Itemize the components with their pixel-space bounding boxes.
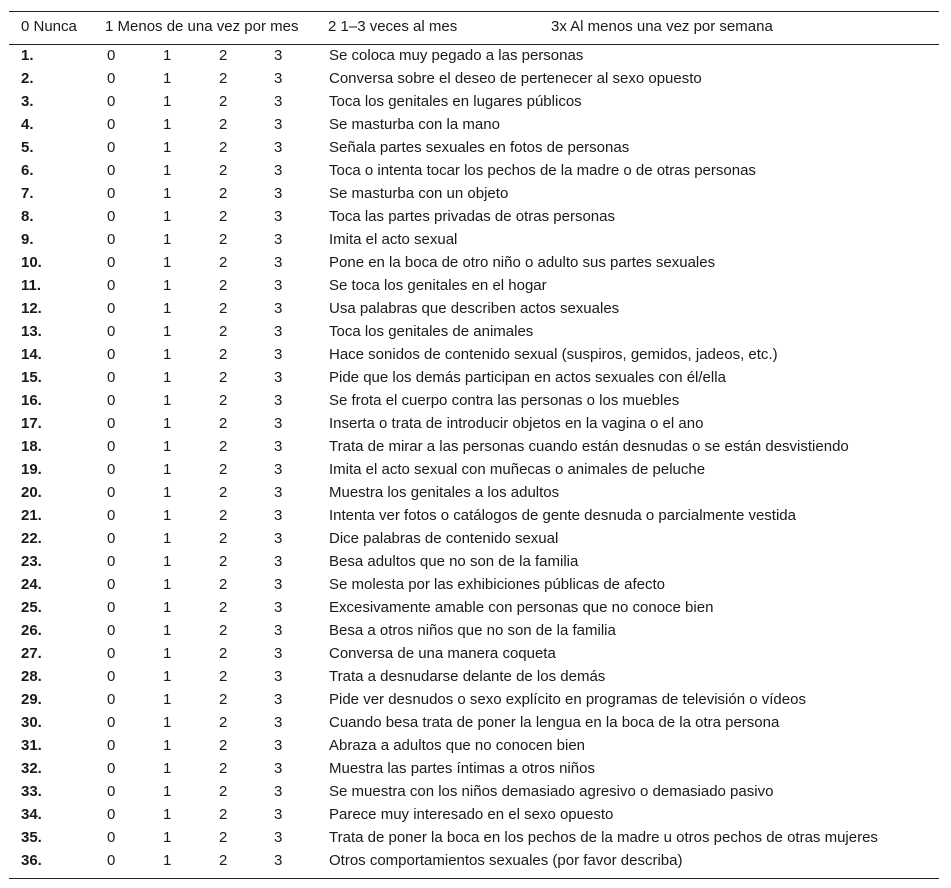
scale-option-3: 3: [274, 346, 283, 363]
item-description: Excesivamente amable con personas que no conoce bien: [329, 599, 714, 616]
table-row: [9, 183, 939, 206]
scale-option-0: 0: [107, 668, 116, 685]
item-description: Conversa de una manera coqueta: [329, 645, 556, 662]
item-number: 23.: [21, 553, 42, 570]
scale-option-3: 3: [274, 714, 283, 731]
scale-option-2: 2: [219, 691, 228, 708]
scale-option-1: 1: [163, 852, 172, 869]
table-row: [9, 735, 939, 758]
table-header: [9, 12, 939, 45]
scale-option-3: 3: [274, 415, 283, 432]
table-row: [9, 597, 939, 620]
scale-option-0: 0: [107, 599, 116, 616]
table-row: [9, 298, 939, 321]
table-row: [9, 321, 939, 344]
table-row: [9, 781, 939, 804]
table-row: [9, 758, 939, 781]
scale-option-3: 3: [274, 852, 283, 869]
table-row: [9, 68, 939, 91]
scale-option-3: 3: [274, 323, 283, 340]
scale-option-3: 3: [274, 162, 283, 179]
item-description: Abraza a adultos que no conocen bien: [329, 737, 586, 754]
table-row: [9, 804, 939, 827]
item-number: 12.: [21, 300, 42, 317]
item-number: 30.: [21, 714, 42, 731]
scale-option-0: 0: [107, 369, 116, 386]
item-number: 7.: [21, 185, 34, 202]
scale-option-0: 0: [107, 645, 116, 662]
scale-option-2: 2: [219, 553, 228, 570]
scale-option-2: 2: [219, 300, 228, 317]
scale-option-1: 1: [163, 185, 172, 202]
table-row: [9, 45, 939, 68]
item-description: Toca los genitales de animales: [329, 323, 534, 340]
scale-option-1: 1: [163, 392, 172, 409]
scale-option-2: 2: [219, 829, 228, 846]
scale-option-0: 0: [107, 760, 116, 777]
scale-option-3: 3: [274, 392, 283, 409]
table-row: [9, 505, 939, 528]
item-number: 28.: [21, 668, 42, 685]
item-description: Se frota el cuerpo contra las personas o los muebles: [329, 392, 680, 409]
scale-option-2: 2: [219, 254, 228, 271]
scale-option-1: 1: [163, 47, 172, 64]
scale-option-3: 3: [274, 553, 283, 570]
scale-option-2: 2: [219, 116, 228, 133]
scale-option-3: 3: [274, 760, 283, 777]
scale-option-2: 2: [219, 760, 228, 777]
table-row: [9, 275, 939, 298]
table-row: [9, 712, 939, 735]
scale-option-0: 0: [107, 185, 116, 202]
scale-option-2: 2: [219, 806, 228, 823]
item-description: Trata a desnudarse delante de los demás: [329, 668, 606, 685]
item-description: Besa a otros niños que no son de la familia: [329, 622, 616, 639]
scale-option-0: 0: [107, 507, 116, 524]
scale-option-2: 2: [219, 737, 228, 754]
scale-option-2: 2: [219, 852, 228, 869]
item-description: Usa palabras que describen actos sexuales: [329, 300, 620, 317]
scale-option-1: 1: [163, 622, 172, 639]
table-row: [9, 91, 939, 114]
scale-option-1: 1: [163, 415, 172, 432]
item-description: Toca las partes privadas de otras personas: [329, 208, 615, 225]
scale-option-2: 2: [219, 461, 228, 478]
scale-option-1: 1: [163, 484, 172, 501]
item-description: Se masturba con un objeto: [329, 185, 509, 202]
item-number: 6.: [21, 162, 34, 179]
item-description: Otros comportamientos sexuales (por favor describa): [329, 852, 683, 869]
questionnaire-table: [9, 11, 939, 879]
scale-option-2: 2: [219, 93, 228, 110]
scale-option-1: 1: [163, 507, 172, 524]
scale-option-0: 0: [107, 576, 116, 593]
scale-option-3: 3: [274, 691, 283, 708]
item-number: 8.: [21, 208, 34, 225]
item-number: 3.: [21, 93, 34, 110]
item-number: 15.: [21, 369, 42, 386]
table-body: [9, 45, 939, 873]
scale-option-1: 1: [163, 254, 172, 271]
scale-option-3: 3: [274, 806, 283, 823]
scale-option-2: 2: [219, 70, 228, 87]
table-row: [9, 482, 939, 505]
table-row: [9, 390, 939, 413]
table-row: [9, 574, 939, 597]
item-number: 27.: [21, 645, 42, 662]
scale-option-1: 1: [163, 346, 172, 363]
scale-option-2: 2: [219, 484, 228, 501]
item-number: 32.: [21, 760, 42, 777]
item-description: Se muestra con los niños demasiado agresivo o demasiado pasivo: [329, 783, 774, 800]
table-row: [9, 620, 939, 643]
item-number: 34.: [21, 806, 42, 823]
scale-option-3: 3: [274, 116, 283, 133]
scale-option-3: 3: [274, 507, 283, 524]
scale-option-0: 0: [107, 93, 116, 110]
table-row: [9, 344, 939, 367]
scale-option-3: 3: [274, 300, 283, 317]
scale-option-2: 2: [219, 622, 228, 639]
item-description: Se coloca muy pegado a las personas: [329, 47, 584, 64]
scale-option-3: 3: [274, 438, 283, 455]
item-number: 20.: [21, 484, 42, 501]
table-row: [9, 436, 939, 459]
scale-option-0: 0: [107, 323, 116, 340]
item-number: 10.: [21, 254, 42, 271]
table-row: [9, 528, 939, 551]
scale-option-1: 1: [163, 461, 172, 478]
item-number: 19.: [21, 461, 42, 478]
scale-option-1: 1: [163, 116, 172, 133]
item-number: 13.: [21, 323, 42, 340]
scale-option-1: 1: [163, 599, 172, 616]
scale-option-0: 0: [107, 691, 116, 708]
item-description: Imita el acto sexual con muñecas o animales de peluche: [329, 461, 706, 478]
scale-option-2: 2: [219, 783, 228, 800]
scale-option-2: 2: [219, 576, 228, 593]
scale-option-0: 0: [107, 392, 116, 409]
scale-option-2: 2: [219, 208, 228, 225]
scale-option-2: 2: [219, 507, 228, 524]
item-number: 18.: [21, 438, 42, 455]
scale-option-3: 3: [274, 231, 283, 248]
item-description: Pide ver desnudos o sexo explícito en programas de televisión o vídeos: [329, 691, 806, 708]
item-number: 35.: [21, 829, 42, 846]
item-number: 29.: [21, 691, 42, 708]
scale-option-0: 0: [107, 70, 116, 87]
item-description: Muestra los genitales a los adultos: [329, 484, 560, 501]
table-row: [9, 252, 939, 275]
scale-option-2: 2: [219, 162, 228, 179]
scale-option-0: 0: [107, 162, 116, 179]
scale-option-0: 0: [107, 139, 116, 156]
item-description: Señala partes sexuales en fotos de personas: [329, 139, 630, 156]
item-description: Intenta ver fotos o catálogos de gente desnuda o parcialmente vestida: [329, 507, 796, 524]
scale-option-2: 2: [219, 323, 228, 340]
item-description: Se toca los genitales en el hogar: [329, 277, 547, 294]
scale-option-1: 1: [163, 691, 172, 708]
scale-option-1: 1: [163, 760, 172, 777]
item-description: Inserta o trata de introducir objetos en la vagina o el ano: [329, 415, 704, 432]
item-number: 31.: [21, 737, 42, 754]
scale-option-2: 2: [219, 714, 228, 731]
scale-option-0: 0: [107, 300, 116, 317]
scale-option-2: 2: [219, 530, 228, 547]
item-description: Toca los genitales en lugares públicos: [329, 93, 582, 110]
scale-option-1: 1: [163, 737, 172, 754]
scale-option-0: 0: [107, 530, 116, 547]
item-number: 11.: [21, 277, 42, 294]
scale-option-1: 1: [163, 70, 172, 87]
scale-option-0: 0: [107, 852, 116, 869]
item-number: 9.: [21, 231, 34, 248]
scale-option-1: 1: [163, 806, 172, 823]
scale-option-2: 2: [219, 369, 228, 386]
scale-option-1: 1: [163, 783, 172, 800]
scale-option-0: 0: [107, 783, 116, 800]
scale-option-2: 2: [219, 346, 228, 363]
scale-option-2: 2: [219, 139, 228, 156]
scale-option-0: 0: [107, 622, 116, 639]
item-description: Toca o intenta tocar los pechos de la madre o de otras personas: [329, 162, 756, 179]
table-row: [9, 137, 939, 160]
scale-option-3: 3: [274, 369, 283, 386]
item-description: Se molesta por las exhibiciones públicas de afecto: [329, 576, 666, 593]
scale-option-1: 1: [163, 93, 172, 110]
table-row: [9, 850, 939, 873]
scale-option-1: 1: [163, 162, 172, 179]
scale-option-2: 2: [219, 599, 228, 616]
scale-option-2: 2: [219, 277, 228, 294]
scale-option-1: 1: [163, 714, 172, 731]
item-description: Cuando besa trata de poner la lengua en la boca de la otra persona: [329, 714, 780, 731]
table-row: [9, 413, 939, 436]
item-number: 2.: [21, 70, 34, 87]
scale-option-0: 0: [107, 461, 116, 478]
table-row: [9, 643, 939, 666]
scale-option-0: 0: [107, 346, 116, 363]
scale-option-0: 0: [107, 47, 116, 64]
scale-option-3: 3: [274, 208, 283, 225]
scale-option-0: 0: [107, 254, 116, 271]
table-row: [9, 229, 939, 252]
scale-option-0: 0: [107, 231, 116, 248]
item-description: Pone en la boca de otro niño o adulto sus partes sexuales: [329, 254, 716, 271]
item-description: Besa adultos que no son de la familia: [329, 553, 579, 570]
scale-option-1: 1: [163, 576, 172, 593]
scale-label-less-than-monthly: 1 Menos de una vez por mes: [105, 18, 299, 35]
scale-option-3: 3: [274, 484, 283, 501]
scale-option-2: 2: [219, 645, 228, 662]
scale-option-2: 2: [219, 231, 228, 248]
scale-option-3: 3: [274, 185, 283, 202]
scale-option-3: 3: [274, 737, 283, 754]
scale-option-2: 2: [219, 438, 228, 455]
scale-option-3: 3: [274, 139, 283, 156]
table-row: [9, 206, 939, 229]
scale-option-3: 3: [274, 668, 283, 685]
item-number: 17.: [21, 415, 42, 432]
scale-option-3: 3: [274, 783, 283, 800]
table-row: [9, 551, 939, 574]
scale-option-1: 1: [163, 668, 172, 685]
scale-option-3: 3: [274, 829, 283, 846]
scale-option-1: 1: [163, 553, 172, 570]
table-row: [9, 666, 939, 689]
scale-option-2: 2: [219, 185, 228, 202]
scale-option-2: 2: [219, 668, 228, 685]
item-number: 14.: [21, 346, 42, 363]
table-row: [9, 689, 939, 712]
item-number: 21.: [21, 507, 42, 524]
scale-option-0: 0: [107, 829, 116, 846]
scale-option-3: 3: [274, 530, 283, 547]
item-description: Muestra las partes íntimas a otros niños: [329, 760, 595, 777]
scale-option-1: 1: [163, 438, 172, 455]
scale-option-0: 0: [107, 714, 116, 731]
item-number: 25.: [21, 599, 42, 616]
scale-option-3: 3: [274, 47, 283, 64]
item-description: Conversa sobre el deseo de pertenecer al sexo opuesto: [329, 70, 702, 87]
item-description: Dice palabras de contenido sexual: [329, 530, 559, 547]
item-number: 5.: [21, 139, 34, 156]
item-number: 33.: [21, 783, 42, 800]
scale-option-1: 1: [163, 231, 172, 248]
item-number: 1.: [21, 47, 34, 64]
scale-option-1: 1: [163, 139, 172, 156]
item-description: Trata de poner la boca en los pechos de la madre u otros pechos de otras mujeres: [329, 829, 878, 846]
scale-option-3: 3: [274, 93, 283, 110]
scale-label-weekly: 3x Al menos una vez por semana: [551, 18, 773, 35]
scale-option-1: 1: [163, 208, 172, 225]
scale-option-1: 1: [163, 323, 172, 340]
scale-option-0: 0: [107, 208, 116, 225]
item-description: Trata de mirar a las personas cuando están desnudas o se están desvistiendo: [329, 438, 849, 455]
scale-option-2: 2: [219, 392, 228, 409]
scale-option-3: 3: [274, 576, 283, 593]
item-description: Imita el acto sexual: [329, 231, 458, 248]
scale-label-never: 0 Nunca: [21, 18, 77, 35]
scale-option-2: 2: [219, 47, 228, 64]
item-number: 4.: [21, 116, 34, 133]
item-number: 26.: [21, 622, 42, 639]
scale-option-3: 3: [274, 254, 283, 271]
table-row: [9, 827, 939, 850]
scale-option-0: 0: [107, 806, 116, 823]
item-description: Hace sonidos de contenido sexual (suspiros, gemidos, jadeos, etc.): [329, 346, 778, 363]
scale-option-1: 1: [163, 277, 172, 294]
scale-option-3: 3: [274, 277, 283, 294]
scale-option-3: 3: [274, 645, 283, 662]
scale-option-0: 0: [107, 415, 116, 432]
scale-option-1: 1: [163, 530, 172, 547]
item-number: 24.: [21, 576, 42, 593]
scale-option-0: 0: [107, 553, 116, 570]
table-row: [9, 114, 939, 137]
item-number: 22.: [21, 530, 42, 547]
item-description: Pide que los demás participan en actos sexuales con él/ella: [329, 369, 726, 386]
item-number: 36.: [21, 852, 42, 869]
scale-option-3: 3: [274, 461, 283, 478]
scale-option-3: 3: [274, 599, 283, 616]
scale-option-3: 3: [274, 622, 283, 639]
table-row: [9, 459, 939, 482]
scale-option-1: 1: [163, 300, 172, 317]
scale-option-0: 0: [107, 438, 116, 455]
scale-option-2: 2: [219, 415, 228, 432]
scale-option-0: 0: [107, 737, 116, 754]
scale-option-1: 1: [163, 645, 172, 662]
item-description: Parece muy interesado en el sexo opuesto: [329, 806, 614, 823]
scale-option-3: 3: [274, 70, 283, 87]
scale-option-0: 0: [107, 484, 116, 501]
item-number: 16.: [21, 392, 42, 409]
scale-option-1: 1: [163, 829, 172, 846]
item-description: Se masturba con la mano: [329, 116, 500, 133]
table-row: [9, 160, 939, 183]
scale-label-1-3-monthly: 2 1–3 veces al mes: [328, 18, 458, 35]
scale-option-0: 0: [107, 116, 116, 133]
table-row: [9, 367, 939, 390]
scale-option-1: 1: [163, 369, 172, 386]
scale-option-0: 0: [107, 277, 116, 294]
